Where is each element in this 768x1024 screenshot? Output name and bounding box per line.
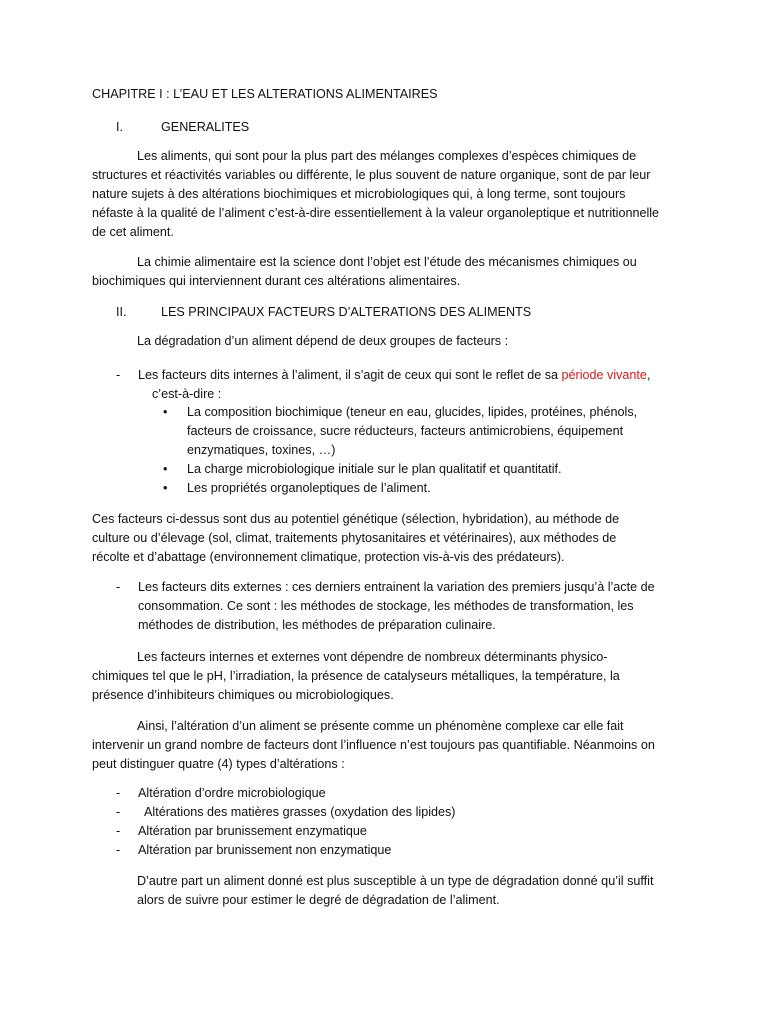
- alteration-text: Altérations des matières grasses (oxydation des lipides): [144, 805, 456, 819]
- bullet-item-organoleptiques: [163, 479, 683, 499]
- dash-marker: -: [116, 824, 121, 838]
- bullet-marker: •: [163, 481, 168, 495]
- paragraph-aliments: Les aliments, qui sont pour la plus part des mélanges complexes d’espèces chimiques de structures et réactivités variables ou différente, le plus souvent de nature organique, sont de par leur nature sujets à des altérations biochimiques et microbiologiques qui, à long terme, sont toujours néfaste à la qualité de l’aliment c’est-à-dire essentiellement à la valeur organoleptique et nutritionnelle de cet aliment.: [92, 149, 660, 239]
- internal-factors-comma: ,: [646, 368, 651, 382]
- periode-vivante-highlight: période vivante: [561, 368, 647, 382]
- bullet-item-composition: [163, 403, 683, 463]
- paragraph-degradation: La dégradation d’un aliment dépend de deux groupes de facteurs :: [137, 334, 509, 348]
- alteration-text: Altération par brunissement enzymatique: [138, 824, 367, 838]
- section-2-title: LES PRINCIPAUX FACTEURS D’ALTERATIONS DES ALIMENTS: [161, 305, 532, 319]
- internal-factors-text: Les facteurs dits internes à l’aliment, il s’agit de ceux qui sont le reflet de sa: [138, 368, 562, 382]
- section-1-title: GENERALITES: [161, 120, 250, 134]
- alteration-text: Altération d’ordre microbiologique: [138, 786, 326, 800]
- internal-factors-line2: c’est-à-dire :: [152, 387, 222, 401]
- paragraph-autre-part: D’autre part un aliment donné est plus susceptible à un type de dégradation donné qu’il suffit alors de suivre pour estimer le degré de dégradation de l’aliment.: [137, 874, 654, 907]
- bullet-text: Les propriétés organoleptiques de l’aliment.: [187, 481, 431, 495]
- chapter-title: CHAPITRE I : L’EAU ET LES ALTERATIONS ALIMENTAIRES: [92, 87, 438, 101]
- list-item-external-factors: [116, 578, 676, 638]
- paragraph-facteurs-ci-dessus: Ces facteurs ci-dessus sont dus au potentiel génétique (sélection, hybridation), au méthode de culture ou d’élevage (sol, climat, traitements phytosanitaires et vétérinaires), aux méthodes de récolte et d’abattage (environnement climatique, protection vis-à-vis des prédateurs).: [92, 512, 620, 564]
- paragraph-chimie-alimentaire: La chimie alimentaire est la science dont l’objet est l’étude des mécanismes chimiques ou biochimiques qui interviennent durant ces altérations alimentaires.: [92, 255, 637, 288]
- external-factors-text: Les facteurs dits externes : ces derniers entrainent la variation des premiers jusqu’à l’acte de consommation. Ce sont : les méthodes de stockage, les méthodes de transformation, les méthodes de distribution, les méthodes de préparation culinaire.: [138, 580, 655, 632]
- list-item-alteration: [116, 803, 676, 823]
- section-2-number: II.: [116, 305, 127, 319]
- section-1-number: I.: [116, 120, 123, 134]
- dash-marker: -: [116, 805, 121, 819]
- bullet-marker: •: [163, 462, 168, 476]
- bullet-text: La composition biochimique (teneur en eau, glucides, lipides, protéines, phénols, facteurs de croissance, sucre réducteurs, facteurs antimicrobiens, équipement enzymatiques, toxines, …): [187, 405, 638, 457]
- list-item-alteration: [116, 841, 676, 861]
- dash-marker: -: [116, 368, 121, 382]
- list-item-alteration: [116, 822, 676, 842]
- dash-marker: -: [116, 580, 121, 594]
- bullet-marker: •: [163, 405, 168, 419]
- paragraph-determinants: Les facteurs internes et externes vont dépendre de nombreux déterminants physico-chimiques tel que le pH, l’irradiation, la présence de catalyseurs métalliques, la température, la présence d’inhibiteurs chimiques ou microbiologiques.: [92, 650, 620, 702]
- dash-marker: -: [116, 786, 121, 800]
- bullet-item-charge: [163, 460, 683, 480]
- bullet-text: La charge microbiologique initiale sur le plan qualitatif et quantitatif.: [187, 462, 562, 476]
- list-item-internal-factors: [116, 366, 676, 406]
- alteration-text: Altération par brunissement non enzymatique: [138, 843, 392, 857]
- paragraph-alteration: Ainsi, l’altération d’un aliment se présente comme un phénomène complexe car elle fait intervenir un grand nombre de facteurs dont l’influence n’est toujours pas quantifiable. Néanmoins on peut distinguer quatre (4) types d’altérations :: [92, 719, 655, 771]
- list-item-alteration: [116, 784, 676, 804]
- dash-marker: -: [116, 843, 121, 857]
